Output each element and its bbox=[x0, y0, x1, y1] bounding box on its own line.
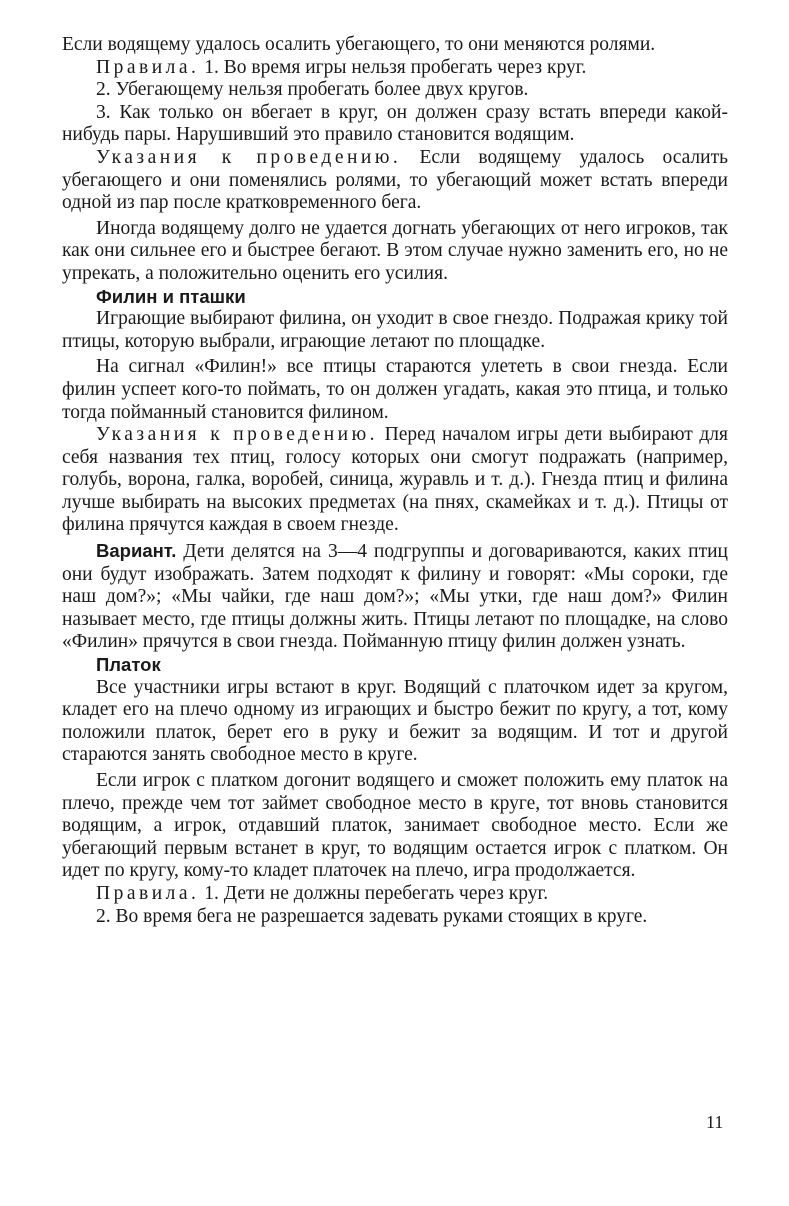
section-heading-scarf: Платок bbox=[96, 654, 161, 676]
spaced-label: Правила. bbox=[96, 56, 200, 78]
page-text bbox=[62, 34, 728, 928]
page-number: 11 bbox=[706, 1112, 724, 1132]
paragraph: 2. Во время бега не разрешается задевать руками стоящих в круге. bbox=[96, 905, 648, 927]
paragraph: Если водящему удалось осалить убегающего, то они меняются ролями. bbox=[62, 34, 656, 55]
instructions-text: Перед началом игры дети выбирают для себя названия тех птиц, голосу которых они смогут подражать (например, голубь, ворона, галка, воробей, синица, журавль и т. д.). Гнезда птиц и филина лучше выбирать на высоких предметах (на пнях, скамейках и т. д.). Птицы от филина прячутся каждая в своем гнезде. bbox=[62, 424, 729, 536]
paragraph: Иногда водящему долго не удается догнать убегающих от него игроков, так как они сильнее его и быстрее бегают. В этом случае нужно заменить его, но не упрекать, а положительно оценить его усилия. bbox=[62, 217, 728, 284]
paragraph: Если игрок с платком догонит водящего и сможет положить ему платок на плечо, прежде чем тот займет свободное место в круге, тот вновь становится водящим, а игрок, отдавший платок, занимает свободное место. Если же убегающий первым встанет в круг, то водящим остается игрок с платком. Он идет по кругу, кому-то кладет платочек на плечо, игра продолжается. bbox=[62, 770, 728, 882]
paragraph: На сигнал «Филин!» все птицы стараются улететь в свои гнезда. Если филин успеет кого-то поймать, то он должен угадать, какая это птица, и только тогда пойманный становится филином. bbox=[62, 356, 728, 423]
paragraph: 3. Как только он вбегает в круг, он должен сразу встать впереди какой-нибудь пары. Нарушивший это правило становится водящим. bbox=[62, 101, 728, 146]
paragraph bbox=[62, 424, 728, 537]
spaced-label: Указания к проведению. bbox=[96, 146, 402, 168]
variant-label: Вариант. bbox=[96, 540, 177, 562]
paragraph: Все участники игры встают в круг. Водящий с платочком идет за кругом, кладет его на плечо одному из играющих и быстро бежит по кругу, а тот, кому положили платок, берет его в руку и бежит за водящим. И тот и другой стараются занять свободное место в круге. bbox=[62, 676, 728, 766]
variant-text: Дети делятся на 3—4 подгруппы и договариваются, каких птиц они будут изображать. Затем подходят к филину и говорят: «Мы сороки, где наш дом?»; «Мы чайки, где наш дом?»; «Мы утки, где наш дом?» Филин называет место, где птицы должны жить. Птицы летают по площадке, на слово «Филин» прячутся в свои гнезда. Пойманную птицу филин должен узнать. bbox=[62, 541, 728, 653]
paragraph: Указания к проведению. Если водящему удалось осалить убегающего и они поменялись ролями, то убегающий может встать впереди одной из пар после кратковременного бега. bbox=[62, 146, 729, 214]
rules-label: Правила. bbox=[96, 882, 200, 904]
rules-text: 1. Дети не должны перебегать через круг. bbox=[199, 882, 549, 904]
instructions-label: Указания к проведению. bbox=[96, 424, 379, 446]
section-heading-owl: Филин и пташки bbox=[96, 285, 246, 307]
paragraph bbox=[62, 883, 728, 906]
paragraph: 2. Убегающему нельзя пробегать более двух кругов. bbox=[96, 79, 529, 101]
paragraph: Играющие выбирают филина, он уходит в свое гнездо. Подражая крику той птицы, которую выбрали, играющие летают по площадке. bbox=[62, 308, 728, 352]
paragraph bbox=[62, 540, 728, 654]
paragraph: Правила. 1. Во время игры нельзя пробегать через круг. bbox=[96, 56, 587, 78]
